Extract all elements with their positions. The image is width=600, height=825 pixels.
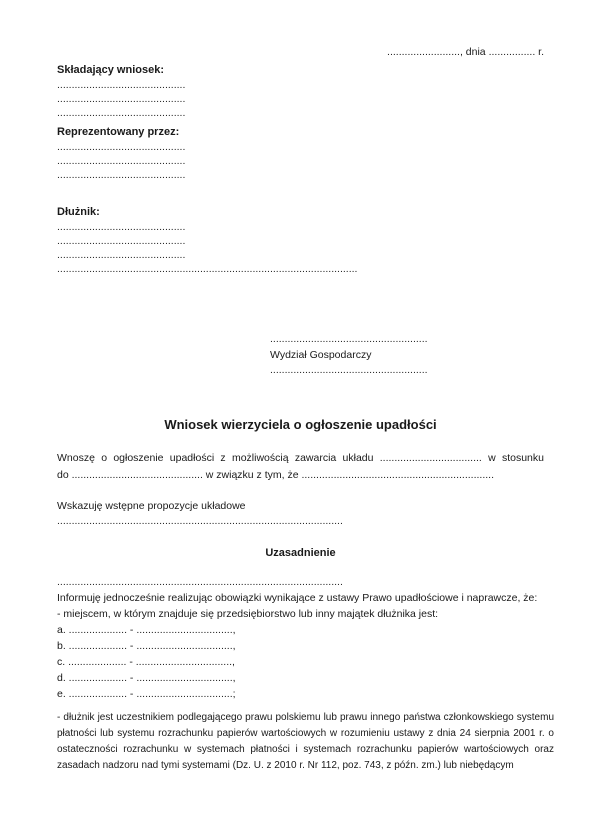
document-title: Wniosek wierzyciela o ogłoszenie upadłości (164, 417, 437, 432)
debtor-blank-line-long: ....................................................................................................... (57, 263, 358, 275)
court-block (270, 332, 544, 378)
debtor-blank-line: ............................................ (57, 235, 186, 247)
location-item-b: b. .................... - ................................., (57, 640, 236, 652)
debtor-label: Dłużnik: (57, 206, 100, 218)
court-blank-line-top: ...................................................... (270, 333, 428, 345)
location-item-d: d. .................... - ................................., (57, 672, 236, 684)
system-clause-paragraph (57, 710, 554, 774)
date-place-line: ........................., dnia ................ r. (387, 46, 544, 58)
court-department-name: Wydział Gospodarczy (270, 349, 372, 361)
obligations-statement: Informuję jednocześnie realizując obowiązki wynikające z ustawy Prawo upadłościowe i naprawcze, że: (57, 592, 538, 604)
clause-line-4: zasadach nadzoru nad tymi systemami (Dz. U. z 2010 r. Nr 112, poz. 743, z późn. zm.) lub niebędącym (57, 760, 514, 771)
clause-line-1: - dłużnik jest uczestnikiem podlegającego prawu polskiemu lub prawu innego państwa członkowskiego systemu (57, 712, 554, 723)
justification-heading: Uzasadnienie (265, 547, 336, 559)
petition-paragraph (57, 450, 544, 484)
clause-line-2: płatności lub systemu rozrachunku papierów wartościowych w rozumieniu ustawy z dnia 24 sierpnia 2001 r. o (57, 728, 554, 739)
representative-label: Reprezentowany przez: (57, 126, 180, 138)
representative-blank-line: ............................................ (57, 155, 186, 167)
representative-section (57, 124, 544, 182)
justification-section (57, 575, 554, 774)
location-item-a: a. .................... - ................................., (57, 624, 236, 636)
applicant-blank-line: ............................................ (57, 107, 186, 119)
representative-blank-line: ............................................ (57, 169, 186, 181)
justification-blank-line: .................................................................................................. (57, 576, 343, 588)
court-blank-line-bottom: ...................................................... (270, 364, 428, 376)
applicant-section (57, 62, 544, 120)
location-item-c: c. .................... - ................................., (57, 656, 235, 668)
representative-blank-line: ............................................ (57, 141, 186, 153)
debtor-section (57, 204, 544, 276)
applicant-label: Składający wniosek: (57, 64, 164, 76)
debtor-blank-line: ............................................ (57, 221, 186, 233)
proposals-section (57, 498, 544, 529)
petition-line-1: Wnoszę o ogłoszenie upadłości z możliwością zawarcia układu ................................... w stosunku (57, 452, 544, 464)
clause-line-3: ostateczności rozrachunku w systemach płatności i systemach rozrachunku papierów wartościowych oraz (57, 744, 554, 755)
proposals-blank-line: .................................................................................................. (57, 515, 343, 527)
petition-line-2: do ............................................. w związku z tym, że .................................................................. (57, 469, 495, 481)
applicant-blank-line: ............................................ (57, 79, 186, 91)
location-intro: - miejscem, w którym znajduje się przedsiębiorstwo lub inny majątek dłużnika jest: (57, 608, 439, 620)
proposals-intro: Wskazuję wstępne propozycje układowe (57, 500, 246, 512)
location-item-e: e. .................... - .................................; (57, 688, 236, 700)
applicant-blank-line: ............................................ (57, 93, 186, 105)
debtor-blank-line: ............................................ (57, 249, 186, 261)
